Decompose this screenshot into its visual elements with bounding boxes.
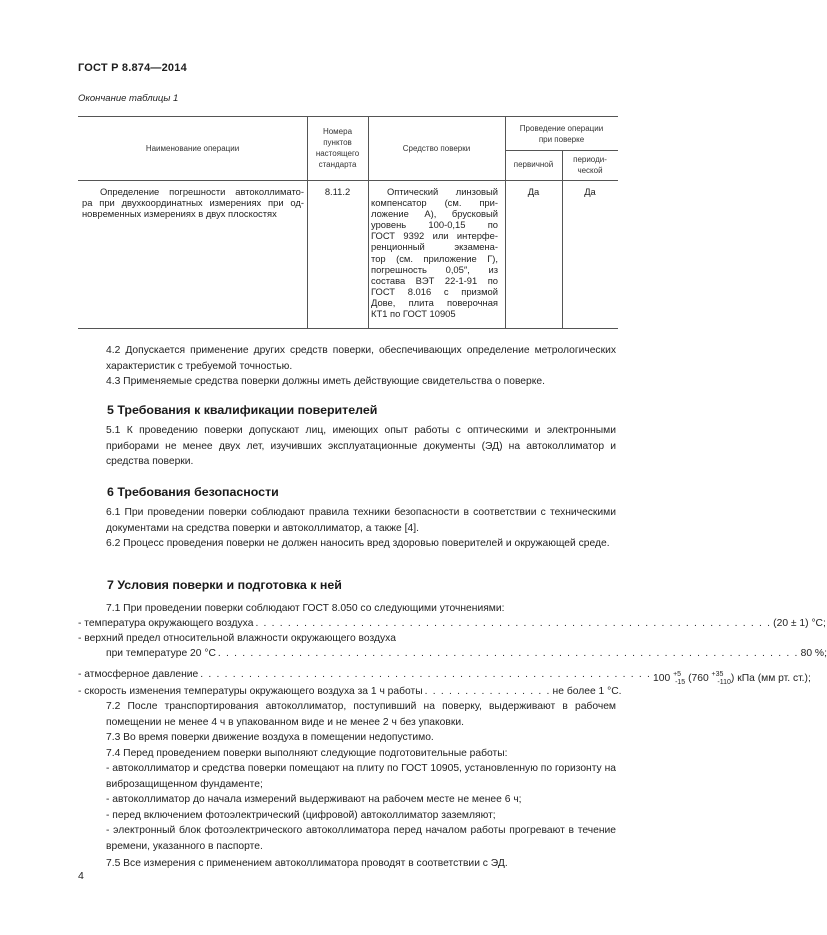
prep-item-3-text: - перед включением фотоэлектрический (цифровой) автоколлиматор заземляют; [106, 810, 496, 821]
prep-item-4 [78, 823, 616, 854]
row-means-line-8: погрешность 0,05″, из [371, 263, 498, 275]
row-means-line-5: ГОСТ 9392 или интерфе- [371, 230, 498, 242]
prep-item-1-text: - автоколлиматор и средства поверки помещают на плиту по ГОСТ 10905, установленную по горизонту на виброзащищенном фундаменте; [106, 763, 616, 790]
paragraph-7-5-text: 7.5 Все измерения с применением автоколлиматора проводят в соответствии с ЭД. [106, 858, 508, 869]
pressure-unit: ) кПа (мм рт. ст.); [730, 673, 811, 684]
paragraph-4-3-text: 4.3 Применяемые средства поверки должны иметь действующие свидетельства о поверке. [106, 376, 545, 387]
table-rule-col4 [562, 150, 563, 329]
header-points-line-1: Номера [322, 127, 353, 136]
prep-item-2 [78, 792, 616, 808]
row-operation-line-3: новременных измерениях в двух плоскостях [82, 208, 277, 220]
verification-table [78, 116, 618, 329]
paragraph-6-2 [78, 536, 616, 552]
paragraph-5-1 [78, 423, 616, 470]
paragraph-6-1-text: 6.1 При проведении поверки соблюдают правила техники безопасности в соответствии с техническими документами на средства поверки и автоколлиматор, а также [4]. [106, 507, 616, 534]
condition-temperature [78, 616, 826, 632]
condition-pressure-value [653, 665, 811, 685]
dot-leader: . . . . . . . . . . . . . . . . . . . . . . . . . . . . . . . . . . . . . . . . . . . . . . . . . . . . . . . . . . . . . . . . . . . . . . . . [217, 648, 799, 659]
section-6-title: 6 Требования безопасности [107, 485, 279, 499]
condition-humidity-value: 80 %; [800, 648, 827, 659]
document-header: ГОСТ Р 8.874—2014 [78, 62, 187, 74]
paragraph-7-3-text: 7.3 Во время поверки движение воздуха в помещении недопустимо. [106, 732, 434, 743]
header-verification-line-1: Проведение операции [519, 124, 604, 133]
pressure-sub: -15 [675, 679, 686, 686]
row-means-line-6: ренционный экзамена- [371, 241, 498, 253]
row-means [371, 186, 498, 319]
table-rule-header [78, 180, 618, 181]
paragraph-6-1 [78, 505, 616, 536]
paragraph-6-2-text: 6.2 Процесс проведения поверки не должен наносить вред здоровью поверителей и окружающей среде. [106, 538, 610, 549]
paragraph-7-2 [78, 699, 616, 730]
table-rule-col3 [505, 116, 506, 329]
condition-temp-rate-value: не более 1 °С. [552, 686, 622, 697]
pressure-base: 100 [653, 673, 671, 684]
condition-humidity [78, 631, 616, 647]
row-primary: Да [527, 186, 540, 197]
row-means-line-1: Оптический линзовый [387, 186, 498, 197]
row-means-line-12: КТ1 по ГОСТ 10905 [371, 308, 456, 320]
section-5-title: 5 Требования к квалификации поверителей [107, 403, 378, 417]
row-means-line-2: компенсатор (см. при- [371, 197, 498, 209]
row-point: 8.11.2 [324, 186, 351, 197]
prep-item-1 [78, 761, 616, 792]
condition-humidity-label-2: при температуре 20 °С [106, 648, 216, 659]
header-operation: Наименование операции [145, 144, 240, 153]
header-periodic [562, 154, 618, 176]
header-primary: первичной [513, 160, 554, 169]
paragraph-7-4 [78, 746, 616, 762]
table-caption: Окончание таблицы 1 [78, 93, 179, 104]
section-7-title: 7 Условия поверки и подготовка к ней [107, 578, 342, 592]
page-number: 4 [78, 870, 84, 882]
header-verification-line-2: при поверке [538, 135, 585, 144]
header-points-line-4: стандарта [318, 160, 357, 169]
paragraph-4-2 [78, 343, 616, 374]
row-means-line-10: ГОСТ 8.016 с призмой [371, 285, 498, 297]
paragraph-7-4-text: 7.4 Перед проведением поверки выполняют следующие подготовительные работы: [106, 748, 508, 759]
row-means-line-11: Дове, плита поверочная [371, 296, 498, 308]
condition-pressure [78, 665, 811, 686]
row-means-line-9: состава ВЭТ 22-1-91 по [371, 274, 498, 286]
dot-leader: . . . . . . . . . . . . . . . . . . . . . . . . . . . . . . . . . . . . . . . . . . . . . . . . . . . . . . . . [200, 669, 652, 680]
condition-temperature-label: - температура окружающего воздуха [78, 618, 254, 629]
pressure-sup: +5 [673, 671, 682, 678]
condition-temperature-value: (20 ± 1) °С; [773, 618, 826, 629]
paragraph-4-2-text: 4.2 Допускается применение других средств поверки, обеспечивающих определение метрологических характеристик с требуемой точностью. [106, 345, 616, 372]
condition-temp-rate [78, 684, 622, 700]
prep-item-4-text: - электронный блок фотоэлектрического автоколлиматора перед началом работы прогревают в течение времени, указанного в паспорте. [106, 825, 616, 852]
header-verification [505, 123, 618, 145]
row-operation [82, 186, 304, 219]
pressure-sub-2: -110 [717, 679, 731, 686]
prep-item-3 [78, 808, 616, 824]
pressure-sup-2: +35 [711, 671, 724, 678]
header-periodic-line-2: ческой [577, 166, 603, 175]
header-points-line-2: пунктов [323, 138, 352, 147]
paragraph-7-5 [78, 856, 616, 872]
row-means-line-7: тор (см. приложение Г), [371, 252, 498, 264]
condition-pressure-label: - атмосферное давление [78, 669, 199, 680]
table-rule-bottom [78, 328, 618, 329]
paragraph-7-1 [78, 601, 616, 617]
row-operation-line-1: Определение погрешности автоколлимато- [100, 186, 304, 197]
paragraph-5-1-text: 5.1 К проведению поверки допускают лиц, имеющих опыт работы с оптическими и электронными приборами не менее двух лет, изучивших эксплуатационные документы (ЭД) на автоколлиматор и средства поверки. [106, 425, 616, 468]
dot-leader: . . . . . . . . . . . . . . . . . . . . . . . . . . . . . . . . . . . . . . . . . . . . . . . . . . . . . . . . . . . . . . . . [255, 618, 772, 629]
header-periodic-line-1: периоди- [573, 155, 607, 164]
condition-humidity-label: - верхний предел относительной влажности окружающего воздуха [78, 633, 396, 644]
row-means-line-3: ложение А), брусковый [371, 208, 498, 220]
header-points-line-3: настоящего [315, 149, 360, 158]
row-means-line-4: уровень 100-0,15 по [371, 219, 498, 231]
paragraph-7-1-text: 7.1 При проведении поверки соблюдают ГОСТ 8.050 со следующими уточнениями: [106, 603, 505, 614]
dot-leader: . . . . . . . . . . . . . . . . [424, 686, 551, 697]
header-means: Средство поверки [402, 144, 471, 153]
condition-humidity-line-2 [78, 646, 827, 662]
row-periodic: Да [584, 186, 596, 197]
paragraph-4-3 [78, 374, 616, 390]
row-operation-line-2: ра при двухкоординатных измерениях при од- [82, 197, 304, 209]
prep-item-2-text: - автоколлиматор до начала измерений выдерживают на рабочем месте не менее 6 ч; [106, 794, 522, 805]
header-points [307, 126, 368, 170]
table-rule-top [78, 116, 618, 117]
paragraph-7-2-text: 7.2 После транспортирования автоколлиматор, поступивший на поверку, выдерживают в рабочем помещении не менее 4 ч в упакованном виде и не менее 2 ч без упаковки. [106, 701, 616, 728]
condition-temp-rate-label: - скорость изменения температуры окружающего воздуха за 1 ч работы [78, 686, 423, 697]
pressure-mid: (760 [688, 673, 709, 684]
paragraph-7-3 [78, 730, 616, 746]
